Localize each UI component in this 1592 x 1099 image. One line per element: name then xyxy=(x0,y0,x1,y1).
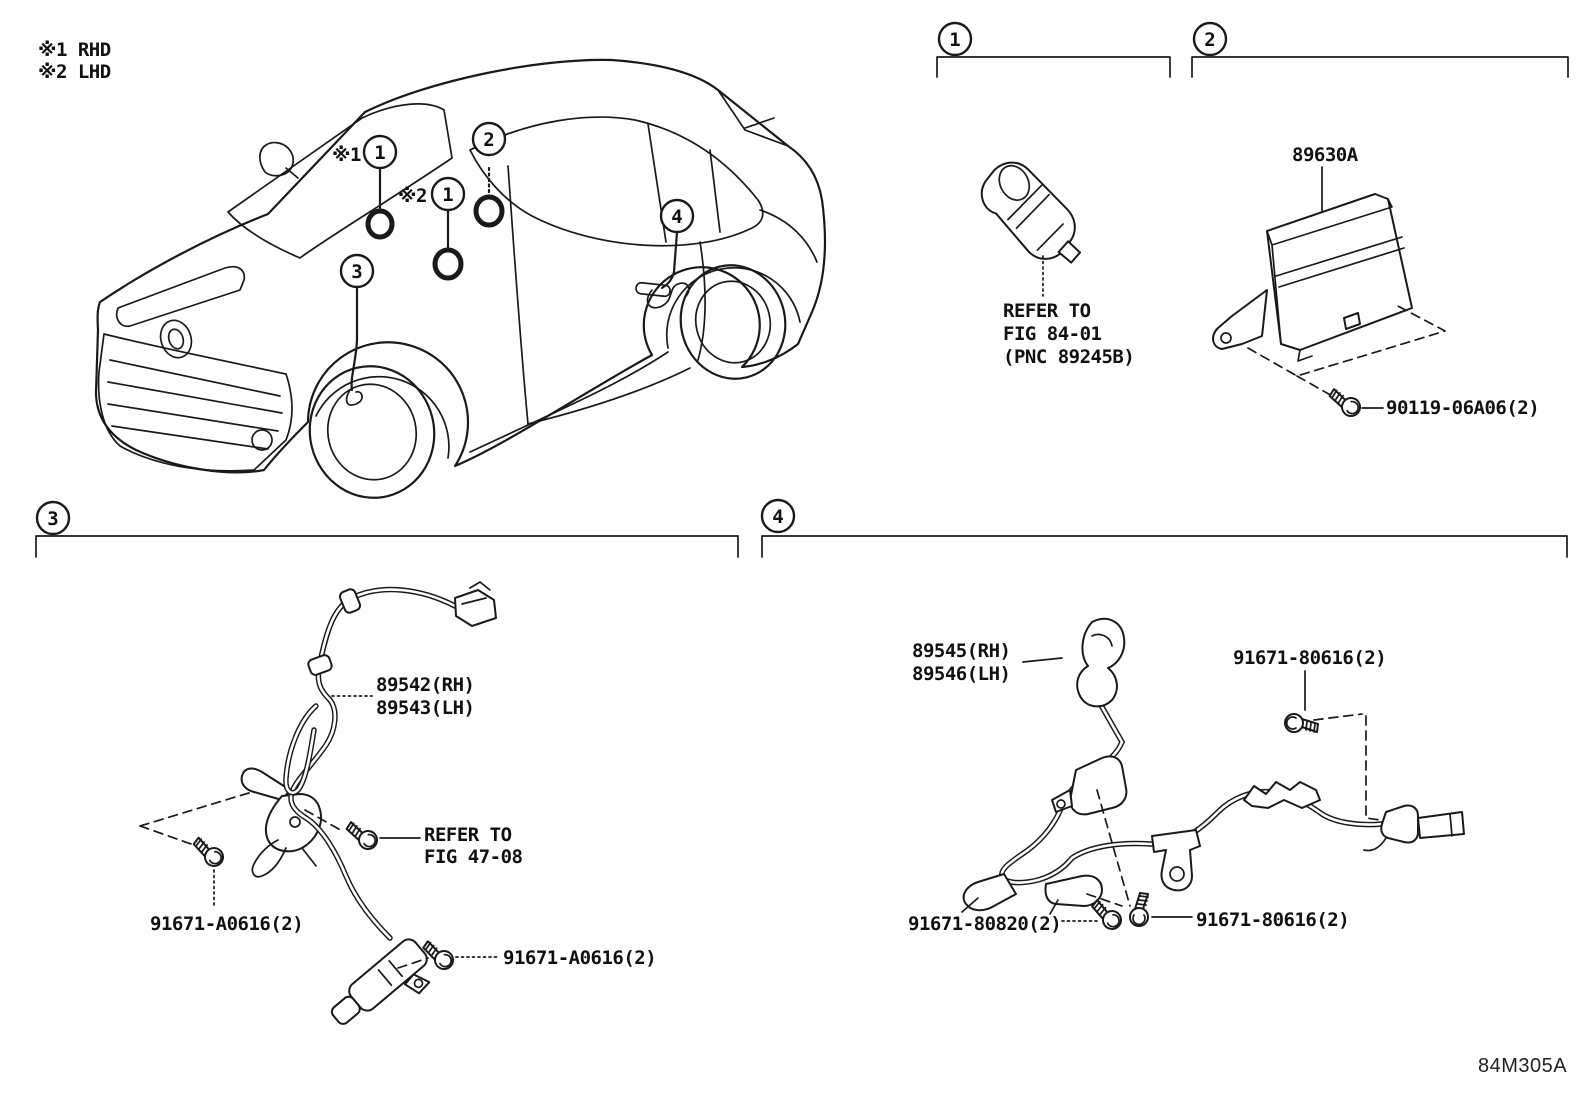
section4-part-lh-label: 89546(LH) xyxy=(912,663,1011,685)
marker3-target-ring xyxy=(435,250,461,278)
section3-bolt-bottom-label: 91671-A0616(2) xyxy=(503,947,657,969)
section1-refer-line2: FIG 84-01 xyxy=(1003,323,1102,345)
marker1-number: 1 xyxy=(374,142,386,164)
car-emblem xyxy=(156,316,196,361)
section2-number: 2 xyxy=(1204,29,1216,51)
section2 xyxy=(1192,23,1568,419)
section2-bolt-label: 90119-06A06(2) xyxy=(1386,397,1540,419)
car-grille-slats xyxy=(108,360,282,449)
marker1-prefix: ※1 xyxy=(332,144,361,166)
section4-part-rh-label: 89545(RH) xyxy=(912,640,1011,662)
section3-part-rh-label: 89542(RH) xyxy=(376,674,475,696)
marker3-number: 1 xyxy=(442,184,454,206)
section2-bolt xyxy=(1325,389,1363,419)
section2-part-label: 89630A xyxy=(1292,144,1358,166)
car-marker-2 xyxy=(473,123,505,225)
section4-bolt-right xyxy=(1130,893,1148,926)
car-mirror xyxy=(260,143,298,178)
rear-harness-clip xyxy=(1364,805,1464,850)
section4-bolt-right-label: 91671-80616(2) xyxy=(1196,909,1350,931)
section3 xyxy=(36,502,738,1045)
section4-number: 4 xyxy=(772,506,784,528)
car-marker-1-rhd xyxy=(332,136,396,237)
section4-bolt-top-label: 91671-80616(2) xyxy=(1233,647,1387,669)
front-sensor-connector xyxy=(455,582,496,626)
section3-refer-line2: FIG 47-08 xyxy=(424,846,523,868)
rear-harness-clamp xyxy=(1152,830,1200,890)
legend-lhd: ※2 LHD xyxy=(38,61,111,83)
car-marker-1-lhd xyxy=(398,178,464,278)
rear-harness-bracket xyxy=(1244,782,1320,808)
grommet xyxy=(307,654,333,677)
section2-bracket xyxy=(1192,57,1568,77)
car-illustration xyxy=(96,60,825,511)
marker5-number: 4 xyxy=(671,206,683,228)
section4-bolt-left-label: 91671-80820(2) xyxy=(908,913,1062,935)
section3-bracket xyxy=(36,536,738,557)
car-windshield xyxy=(228,104,452,258)
car-headlight xyxy=(117,267,245,327)
legend-rhd: ※1 RHD xyxy=(38,39,111,61)
section4-dashed-leader-top xyxy=(1314,714,1380,820)
section1-refer-line3: (PNC 89245B) xyxy=(1003,346,1135,368)
front-speed-sensor-drawing xyxy=(971,149,1094,284)
section1-number: 1 xyxy=(949,29,961,51)
section4-bolt-top xyxy=(1285,714,1318,732)
marker3-prefix: ※2 xyxy=(398,185,427,207)
legend xyxy=(38,39,111,83)
car-foglight xyxy=(252,430,272,450)
section3-bolt-refer xyxy=(342,822,380,852)
marker2-number: 2 xyxy=(483,129,495,151)
front-sensor-head xyxy=(326,936,442,1045)
section3-bolt-left-label: 91671-A0616(2) xyxy=(150,913,304,935)
front-sensor-wire xyxy=(291,590,455,938)
section3-number: 3 xyxy=(47,508,59,530)
front-sensor-squiggle xyxy=(347,390,362,405)
figure-code: 84M305A xyxy=(1478,1055,1568,1077)
rear-sensor-wire xyxy=(1002,700,1382,883)
rear-wheel-rim xyxy=(687,273,779,370)
car-marker-3 xyxy=(341,255,373,390)
car-rocker-line xyxy=(470,352,668,452)
rear-sensor-head xyxy=(1077,619,1124,707)
marker1-target-ring xyxy=(368,211,392,237)
grommet xyxy=(338,588,361,614)
section4-bracket xyxy=(762,536,1567,557)
section4 xyxy=(762,500,1567,935)
section3-refer-line1: REFER TO xyxy=(424,824,512,846)
car-emblem-inner xyxy=(166,327,185,350)
marker4-number: 3 xyxy=(351,261,363,283)
ecu-drawing xyxy=(1213,194,1412,361)
section1-refer-line1: REFER TO xyxy=(1003,300,1091,322)
section3-bolt-left xyxy=(189,837,227,869)
rear-fender-line xyxy=(667,268,800,348)
section3-part-lh-label: 89543(LH) xyxy=(376,697,475,719)
section1-bracket xyxy=(937,57,1170,77)
rear-sensor-upper-bracket xyxy=(1052,756,1126,814)
marker2-target-ring xyxy=(476,197,502,225)
section1 xyxy=(937,23,1170,368)
front-fender-line xyxy=(316,377,449,458)
